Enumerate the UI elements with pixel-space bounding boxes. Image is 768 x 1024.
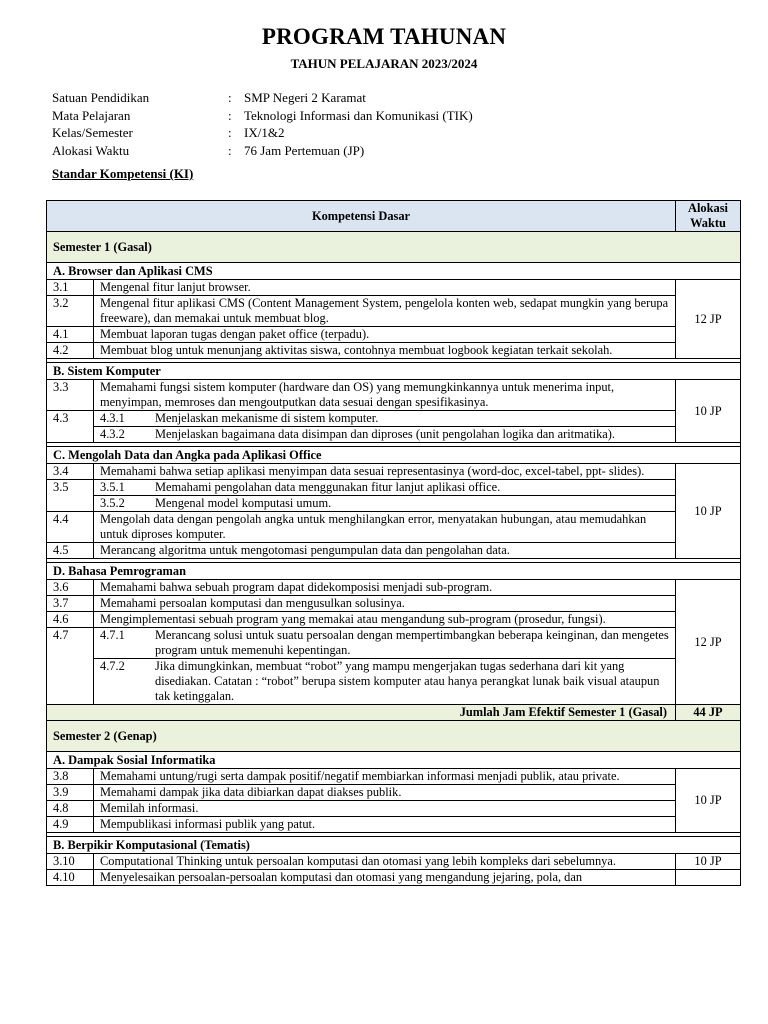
table-row: [47, 411, 741, 427]
kd-text: Menyelesaikan persoalan-persoalan komputasi dan otomasi yang mengandung jejaring, pola, dan: [94, 870, 676, 886]
semester-label: Semester 2 (Genap): [47, 721, 741, 752]
table-row: [47, 464, 741, 480]
sub-text: Memahami pengolahan data menggunakan fitur lanjut aplikasi office.: [155, 480, 501, 494]
table-row: [47, 659, 741, 705]
sub-number: 4.3.2: [100, 427, 125, 441]
kd-number: 4.8: [47, 801, 94, 817]
kd-number: 3.10: [47, 854, 94, 870]
kd-text: Memahami dampak jika data dibiarkan dapat diakses publik.: [94, 785, 676, 801]
table-row: [47, 480, 741, 496]
kd-number: 3.3: [47, 380, 94, 411]
sub-text: Mengenal model komputasi umum.: [155, 496, 332, 510]
sub-text: Merancang solusi untuk suatu persoalan dengan mempertimbangkan beberapa keinginan, dan mengetes program untuk memenuhi kepentingan.: [155, 628, 669, 657]
table-row: [47, 870, 741, 886]
section-jp: 10 JP: [676, 464, 741, 559]
kd-text: Membuat laporan tugas dengan paket office (terpadu).: [94, 327, 676, 343]
kd-number: 4.6: [47, 612, 94, 628]
kd-text: Mengenal fitur lanjut browser.: [94, 280, 676, 296]
kd-text: Mengenal fitur aplikasi CMS (Content Management System, pengelola konten web, sedapat mungkin yang berupa freeware), dan memakai untuk membuat blog.: [94, 296, 676, 327]
meta-colon: :: [228, 107, 232, 123]
kd-number: 4.5: [47, 543, 94, 559]
kd-number: 3.7: [47, 596, 94, 612]
meta-row: [52, 124, 473, 142]
meta-value: 76 Jam Pertemuan (JP): [244, 142, 365, 158]
section-jp: 12 JP: [676, 580, 741, 705]
ki-heading: Standar Kompetensi (KI): [52, 166, 194, 181]
kd-text: Mempublikasi informasi publik yang patut.: [94, 817, 676, 833]
sub-number: 3.5.1: [100, 480, 125, 494]
total-value: 44 JP: [676, 705, 741, 721]
meta-value: SMP Negeri 2 Karamat: [244, 90, 366, 105]
table-row: [47, 296, 741, 327]
sub-number: 4.7.1: [100, 628, 125, 642]
kd-number: 4.4: [47, 512, 94, 543]
kd-number: 4.2: [47, 343, 94, 359]
kd-text: Memahami fungsi sistem komputer (hardware dan OS) yang memungkinkannya untuk menerima input, menyimpan, memroses dan mengoutputkan data sesuai dengan spesifikasinya.: [94, 380, 676, 411]
kd-text: [94, 480, 676, 496]
kd-number: 4.10: [47, 870, 94, 886]
sub-number: 3.5.2: [100, 496, 125, 510]
total-row: [47, 705, 741, 721]
semester-row: [47, 721, 741, 752]
kd-text: Membuat blog untuk menunjang aktivitas siswa, contohnya membuat logbook kegiatan terkait sekolah.: [94, 343, 676, 359]
table-row: [47, 543, 741, 559]
page-subtitle: TAHUN PELAJARAN 2023/2024: [290, 56, 478, 71]
kd-number: 3.5: [47, 480, 94, 512]
total-label: Jumlah Jam Efektif Semester 1 (Gasal): [47, 705, 676, 721]
meta-colon: :: [228, 142, 232, 158]
identity-block: [52, 89, 473, 159]
kd-text: [94, 628, 676, 659]
section-row: [47, 363, 741, 380]
section-jp: 10 JP: [676, 380, 741, 443]
competency-table: [46, 200, 741, 886]
table-row: [47, 785, 741, 801]
sub-text: Menjelaskan bagaimana data disimpan dan diproses (unit pengolahan logika dan aritmatika).: [155, 427, 616, 441]
section-title: A. Dampak Sosial Informatika: [47, 752, 741, 769]
kd-number: 3.9: [47, 785, 94, 801]
kd-text: Mengimplementasi sebuah program yang memakai atau mengandung sub-program (prosedur, fungsi).: [94, 612, 676, 628]
section-title: B. Berpikir Komputasional (Tematis): [47, 837, 741, 854]
kd-text: [94, 411, 676, 427]
kd-number: 4.3: [47, 411, 94, 443]
table-row: [47, 280, 741, 296]
page-title: PROGRAM TAHUNAN: [261, 24, 507, 49]
kd-number: 4.7: [47, 628, 94, 705]
table-header-row: [47, 201, 741, 232]
kd-text: Memahami untung/rugi serta dampak positif/negatif membiarkan informasi menjadi publik, atau private.: [94, 769, 676, 785]
table-row: [47, 496, 741, 512]
section-title: A. Browser dan Aplikasi CMS: [47, 263, 741, 280]
table-row: [47, 327, 741, 343]
section-title: C. Mengolah Data dan Angka pada Aplikasi Office: [47, 447, 741, 464]
table-row: [47, 854, 741, 870]
section-row: [47, 447, 741, 464]
meta-row: [52, 107, 473, 125]
table-row: [47, 580, 741, 596]
kd-number: 3.4: [47, 464, 94, 480]
table-row: [47, 380, 741, 411]
kd-number: 3.2: [47, 296, 94, 327]
section-row: [47, 752, 741, 769]
table-row: [47, 612, 741, 628]
kd-number: 4.9: [47, 817, 94, 833]
meta-value: Teknologi Informasi dan Komunikasi (TIK): [244, 107, 473, 123]
section-jp: 10 JP: [676, 854, 741, 870]
section-row: [47, 263, 741, 280]
meta-colon: :: [228, 90, 232, 105]
kd-number: 3.8: [47, 769, 94, 785]
section-title: D. Bahasa Pemrograman: [47, 563, 741, 580]
sub-number: 4.3.1: [100, 411, 125, 425]
kd-text: Computational Thinking untuk persoalan komputasi dan otomasi yang lebih kompleks dari sebelumnya.: [94, 854, 676, 870]
kd-text: Mengolah data dengan pengolah angka untuk menghilangkan error, menyatakan hubungan, atau memudahkan untuk diproses komputer.: [94, 512, 676, 543]
meta-key: Satuan Pendidikan: [52, 90, 150, 105]
sub-number: 4.7.2: [100, 659, 125, 673]
meta-key: Kelas/Semester: [52, 125, 133, 140]
section-jp: 12 JP: [676, 280, 741, 359]
table-row: [47, 343, 741, 359]
kd-text: [94, 427, 676, 443]
kd-text: [94, 659, 676, 705]
table-row: [47, 512, 741, 543]
semester-label: Semester 1 (Gasal): [47, 232, 741, 263]
table-row: [47, 596, 741, 612]
table-row: [47, 769, 741, 785]
table-row: [47, 817, 741, 833]
section-title: B. Sistem Komputer: [47, 363, 741, 380]
kd-text: Memahami bahwa setiap aplikasi menyimpan data sesuai representasinya (word-doc, excel-tabel, ppt- slides).: [94, 464, 676, 480]
meta-key: Mata Pelajaran: [52, 107, 131, 123]
meta-key: Alokasi Waktu: [52, 142, 130, 158]
semester-row: [47, 232, 741, 263]
column-header-alokasi: Alokasi Waktu: [676, 201, 741, 232]
kd-text: Merancang algoritma untuk mengotomasi pengumpulan data dan pengolahan data.: [94, 543, 676, 559]
column-header-kd: Kompetensi Dasar: [47, 201, 676, 232]
sub-text: Jika dimungkinkan, membuat “robot” yang mampu mengerjakan tugas sederhana dari kit yang disediakan. Catatan : “robot” berupa sistem komputer atau hanya perangkat lunak baik visual ataupun tak ketinggalan.: [155, 659, 660, 703]
kd-text: Memahami bahwa sebuah program dapat didekomposisi menjadi sub-program.: [94, 580, 676, 596]
meta-row: [52, 89, 473, 107]
kd-number: 3.1: [47, 280, 94, 296]
table-row: [47, 628, 741, 659]
section-row: [47, 563, 741, 580]
kd-text: Memahami persoalan komputasi dan mengusulkan solusinya.: [94, 596, 676, 612]
meta-value: IX/1&2: [244, 125, 285, 140]
table-row: [47, 801, 741, 817]
table-row: [47, 427, 741, 443]
kd-text: Memilah informasi.: [94, 801, 676, 817]
sub-text: Menjelaskan mekanisme di sistem komputer.: [155, 411, 379, 425]
section-row: [47, 837, 741, 854]
meta-row: [52, 142, 473, 160]
kd-number: 4.1: [47, 327, 94, 343]
meta-colon: :: [228, 125, 232, 140]
kd-text: [94, 496, 676, 512]
section-jp: 10 JP: [676, 769, 741, 833]
kd-number: 3.6: [47, 580, 94, 596]
